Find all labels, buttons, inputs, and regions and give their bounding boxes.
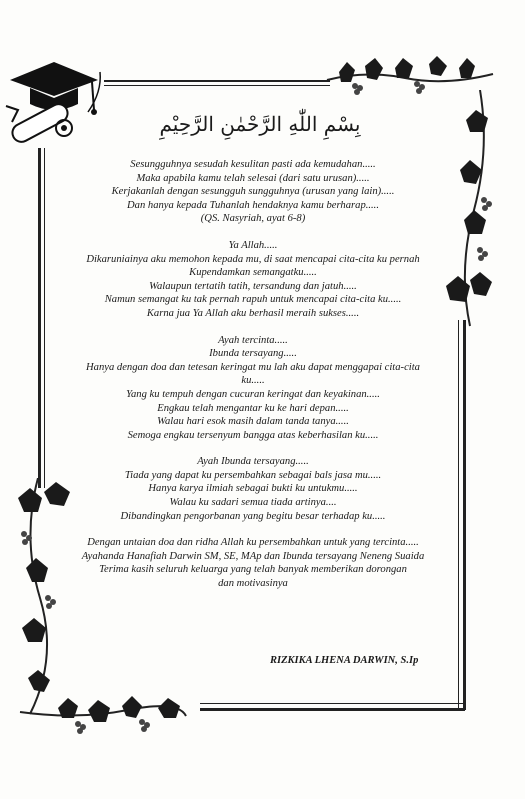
stanza-line: Kerjakanlah dengan sesungguh sungguhnya (urusan yang lain)..... — [111, 186, 395, 198]
top-border-line — [104, 80, 330, 82]
right-border-line-inner — [458, 320, 459, 710]
stanza-dedication — [52, 536, 454, 590]
stanza-line: Dan hanya kepada Tuhanlah hendaknya kamu berharap..... — [127, 199, 379, 211]
stanza-line: Hanya karya ilmiah sebagai bukti ku untukmu..... — [148, 483, 358, 495]
stanza-line: Karna jua Ya Allah aku berhasil meraih sukses..... — [146, 307, 360, 319]
stanza-line: Terima kasih seluruh keluarga yang telah banyak memberikan dorongan — [99, 564, 407, 576]
stanza-line: ku..... — [241, 375, 265, 387]
stanza-parents — [52, 334, 454, 443]
stanza-line: Walau ku sadari semua tiada artinya.... — [169, 497, 337, 509]
right-border-line — [463, 320, 466, 710]
stanza-line: Ayah Ibunda tersayang..... — [197, 456, 309, 468]
graduation-cap-icon — [2, 52, 112, 147]
stanza-line: Hanya dengan doa dan tetesan keringat mu lah aku dapat menggapai cita-cita — [86, 361, 420, 373]
stanza-line: Ibunda tersayang..... — [209, 348, 297, 360]
stanza-line: Maka apabila kamu telah selesai (dari satu urusan)..... — [136, 172, 370, 184]
dedication-text — [52, 158, 454, 604]
stanza-line: Semoga engkau tersenyum bangga atas keberhasilan ku..... — [127, 429, 379, 441]
stanza-line: Engkau telah mengantar ku ke hari depan..... — [157, 402, 349, 414]
stanza-gratitude — [52, 455, 454, 523]
stanza-quran-verse — [52, 158, 454, 226]
stanza-line: dan motivasinya — [218, 578, 288, 590]
stanza-line: Yang ku tempuh dengan cucuran keringat dan keyakinan..... — [126, 388, 380, 400]
verse-citation: (QS. Nasyriah, ayat 6-8) — [200, 213, 306, 225]
stanza-line: Namun semangat ku tak pernah rapuh untuk mencapai cita-cita ku..... — [104, 294, 402, 306]
left-border-line-inner — [44, 148, 45, 488]
stanza-line: Sesungguhnya sesudah kesulitan pasti ada kemudahan..... — [130, 159, 376, 170]
bottom-border-line-inner — [200, 703, 465, 704]
left-border-line — [38, 148, 41, 488]
author-signature: RIZKIKA LHENA DARWIN, S.Ip — [270, 655, 419, 666]
stanza-line: Dibandingkan pengorbanan yang begitu besar terhadap ku..... — [120, 510, 386, 522]
stanza-line: Walau hari esok masih dalam tanda tanya..... — [157, 416, 349, 428]
stanza-line: Ayahanda Hanafiah Darwin SM, SE, MAp dan Ibunda tersayang Neneng Suaida — [81, 550, 425, 562]
stanza-line: Dengan untaian doa dan ridha Allah ku persembahkan untuk yang tercinta..... — [87, 537, 419, 549]
grape-vine-bottom-icon — [18, 690, 188, 740]
basmala-heading: بِسْمِ اللّٰهِ الرَّحْمٰنِ الرَّحِيْمِ — [159, 112, 361, 136]
stanza-line: Dikaruniainya aku memohon kepada mu, di saat mencapai cita-cita ku pernah — [86, 253, 420, 265]
stanza-prayer — [52, 239, 454, 321]
bottom-border-line — [200, 708, 465, 711]
stanza-line: Tiada yang dapat ku persembahkan sebagai bals jasa mu..... — [124, 469, 382, 481]
top-border-line-inner — [104, 85, 330, 86]
stanza-line: Ayah tercinta..... — [218, 334, 288, 346]
stanza-line: Ya Allah..... — [228, 239, 278, 251]
stanza-line: Kupendamkan semangatku..... — [189, 267, 317, 279]
stanza-line: Walaupun tertatih tatih, tersandung dan jatuh..... — [149, 280, 357, 292]
